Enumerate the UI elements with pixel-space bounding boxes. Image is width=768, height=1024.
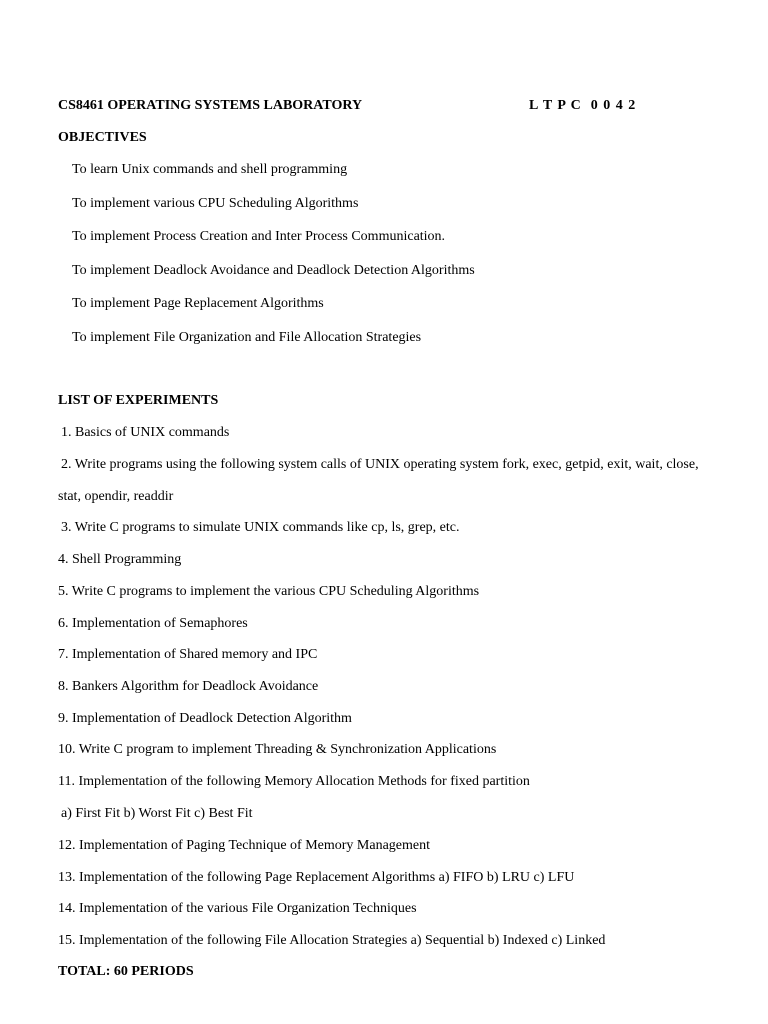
experiment-item: 9. Implementation of Deadlock Detection Algorithm	[58, 711, 352, 726]
course-title: CS8461 OPERATING SYSTEMS LABORATORY	[58, 98, 363, 113]
experiment-item: 13. Implementation of the following Page Replacement Algorithms a) FIFO b) LRU c) LFU	[58, 870, 575, 885]
ltpc-credits: L T P C 0 0 4 2	[529, 98, 637, 113]
experiment-item: 7. Implementation of Shared memory and IPC	[58, 647, 318, 662]
objective-item: To implement File Organization and File Allocation Strategies	[72, 330, 422, 345]
experiment-item: 4. Shell Programming	[58, 552, 182, 567]
experiments-heading: LIST OF EXPERIMENTS	[58, 393, 219, 408]
experiment-item: 5. Write C programs to implement the various CPU Scheduling Algorithms	[58, 584, 480, 599]
objective-item: To implement various CPU Scheduling Algorithms	[72, 196, 359, 211]
experiment-item: 10. Write C program to implement Threading & Synchronization Applications	[58, 742, 497, 757]
objective-item: To implement Deadlock Avoidance and Deadlock Detection Algorithms	[72, 263, 475, 278]
experiment-item: 12. Implementation of Paging Technique of Memory Management	[58, 838, 431, 853]
experiment-item: 14. Implementation of the various File Organization Techniques	[58, 901, 417, 916]
experiment-item: 6. Implementation of Semaphores	[58, 616, 248, 631]
objective-item: To learn Unix commands and shell programming	[72, 162, 348, 177]
objectives-heading: OBJECTIVES	[58, 130, 147, 145]
experiment-item: 2. Write programs using the following system calls of UNIX operating system fork, exec, getpid, exit, wait, close,	[61, 457, 699, 472]
experiment-item-continuation: stat, opendir, readdir	[58, 489, 174, 504]
objective-item: To implement Process Creation and Inter Process Communication.	[72, 229, 446, 244]
experiment-item-continuation: a) First Fit b) Worst Fit c) Best Fit	[61, 806, 253, 821]
objective-item: To implement Page Replacement Algorithms	[72, 296, 324, 311]
experiment-item: 3. Write C programs to simulate UNIX commands like cp, ls, grep, etc.	[61, 520, 460, 535]
experiment-item: 8. Bankers Algorithm for Deadlock Avoidance	[58, 679, 319, 694]
experiment-item: 1. Basics of UNIX commands	[61, 425, 230, 440]
experiment-item: 15. Implementation of the following File Allocation Strategies a) Sequential b) Indexed c) Linked	[58, 933, 606, 948]
experiment-item: 11. Implementation of the following Memory Allocation Methods for fixed partition	[58, 774, 530, 789]
total-periods: TOTAL: 60 PERIODS	[58, 964, 194, 979]
